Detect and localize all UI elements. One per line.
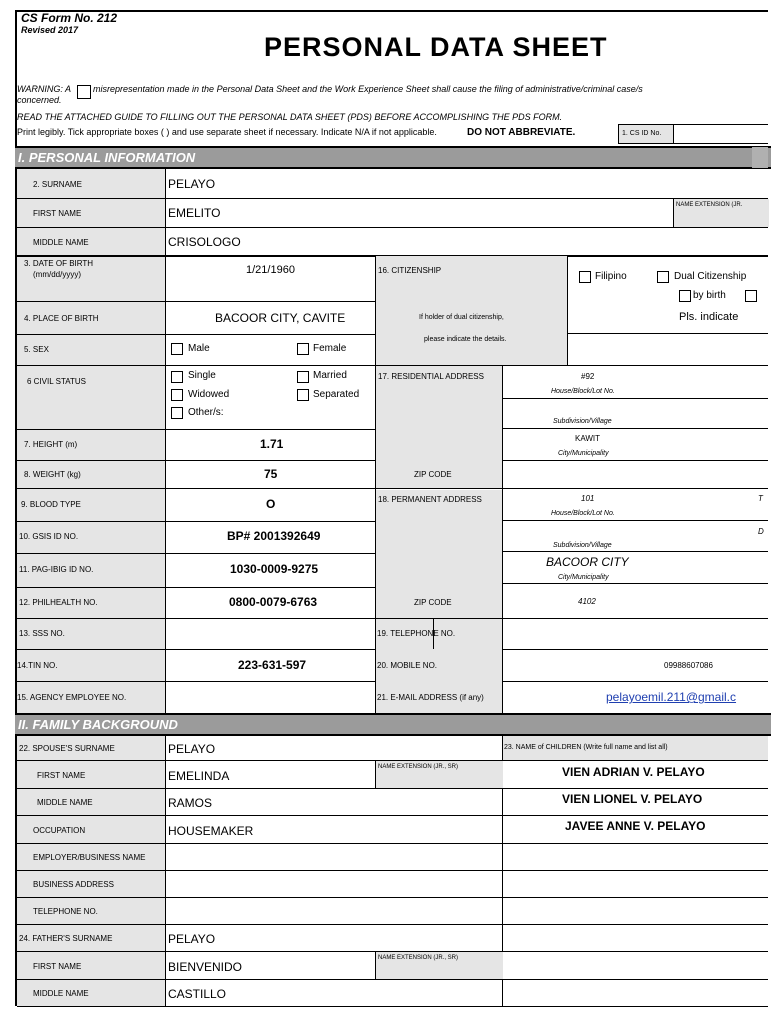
middle-name-value[interactable]: CRISOLOGO (168, 235, 241, 249)
mobile-value[interactable]: 09988607086 (664, 661, 713, 670)
sex-female-checkbox[interactable] (297, 343, 309, 355)
father-first-name-value[interactable]: BIENVENIDO (168, 960, 243, 974)
pls-indicate-label: Pls. indicate (679, 311, 739, 323)
warning-text: misrepresentation made in the Personal Data Sheet and the Work Experience Sheet shall cause the filing of administrative/criminal case/s (93, 84, 643, 94)
blood-type-value[interactable]: O (266, 497, 276, 511)
by-naturalization-checkbox[interactable] (745, 290, 757, 302)
permanent-street-value[interactable]: T (758, 494, 763, 503)
page-title: PERSONAL DATA SHEET (264, 32, 608, 62)
by-birth-label: by birth (693, 290, 726, 301)
warning-prefix: WARNING: A (17, 84, 72, 94)
gsis-value[interactable]: BP# 2001392649 (227, 529, 321, 543)
section-title: II. FAMILY BACKGROUND (18, 717, 178, 732)
first-name-value[interactable]: EMELITO (168, 206, 221, 220)
civil-single-checkbox[interactable] (171, 371, 183, 383)
father-name-extension-cell (375, 952, 503, 979)
permanent-address-label: 18. PERMANENT ADDRESS (378, 495, 482, 504)
dob-value[interactable]: 1/21/1960 (246, 264, 295, 276)
form-revised: Revised 2017 (21, 25, 79, 35)
spouse-telephone-label: TELEPHONE NO. (33, 907, 98, 916)
permanent-subdivision-value[interactable]: D (758, 527, 764, 536)
spouse-name-extension-cell (375, 761, 503, 788)
weight-value[interactable]: 75 (264, 467, 278, 481)
name-extension-label: NAME EXTENSION (JR. (676, 202, 743, 208)
spouse-name-extension-label: NAME EXTENSION (JR., SR) (378, 764, 459, 770)
residential-city-caption: City/Municipality (558, 450, 609, 457)
citizenship-filipino-label: Filipino (595, 271, 627, 282)
no-abbreviate-note: DO NOT ABBREVIATE. (467, 127, 576, 138)
civil-separated-checkbox[interactable] (297, 389, 309, 401)
father-middle-name-label: MIDDLE NAME (33, 989, 89, 998)
permanent-house-value[interactable]: 101 (581, 494, 595, 503)
dual-note-line2: please indicate the details. (424, 336, 507, 343)
height-label: 7. HEIGHT (m) (24, 440, 78, 449)
dual-note-line1: If holder of dual citizenship, (419, 314, 504, 321)
permanent-city-value[interactable]: BACOOR CITY (546, 555, 629, 569)
telephone-label: 19. TELEPHONE NO. (377, 629, 456, 638)
children-label: 23. NAME of CHILDREN (Write full name and list all) (504, 744, 668, 751)
child-name-1[interactable]: VIEN ADRIAN V. PELAYO (562, 765, 705, 779)
citizenship-dual-label: Dual Citizenship (674, 271, 747, 282)
weight-label: 8. WEIGHT (kg) (24, 470, 81, 479)
instructions-read: READ THE ATTACHED GUIDE TO FILLING OUT THE PERSONAL DATA SHEET (PDS) BEFORE ACCOMPLISHING THE PDS FORM. (17, 112, 563, 122)
blood-type-label: 9. BLOOD TYPE (21, 500, 81, 509)
father-surname-value[interactable]: PELAYO (168, 932, 216, 946)
pob-value[interactable]: BACOOR CITY, CAVITE (215, 311, 346, 325)
section-edge (752, 147, 768, 168)
by-birth-checkbox[interactable] (679, 290, 691, 302)
cs-id-label: 1. CS ID No. (622, 130, 662, 137)
name-extension-cell (673, 199, 769, 227)
philhealth-value[interactable]: 0800-0079-6763 (229, 595, 318, 609)
cs-id-label-cell (618, 124, 674, 144)
occupation-label: OCCUPATION (33, 826, 86, 835)
agency-employee-label: 15. AGENCY EMPLOYEE NO. (17, 693, 127, 702)
pob-label: 4. PLACE OF BIRTH (24, 314, 99, 323)
sex-female-label: Female (313, 343, 347, 354)
civil-status-label: 6 CIVIL STATUS (27, 377, 86, 386)
child-name-2[interactable]: VIEN LIONEL V. PELAYO (562, 792, 703, 806)
citizenship-dual-checkbox[interactable] (657, 271, 669, 283)
spouse-surname-value[interactable]: PELAYO (168, 742, 216, 756)
residential-address-label: 17. RESIDENTIAL ADDRESS (378, 372, 484, 381)
father-surname-label: 24. FATHER'S SURNAME (19, 934, 113, 943)
surname-value[interactable]: PELAYO (168, 177, 216, 191)
citizenship-filipino-checkbox[interactable] (579, 271, 591, 283)
civil-married-checkbox[interactable] (297, 371, 309, 383)
top-border (15, 10, 768, 12)
spouse-first-name-value[interactable]: EMELINDA (168, 769, 230, 783)
permanent-zip-value[interactable]: 4102 (578, 597, 596, 606)
residential-city-value[interactable]: KAWIT (575, 434, 601, 443)
civil-married-label: Married (313, 370, 347, 381)
father-first-name-label: FIRST NAME (33, 962, 82, 971)
residential-subdivision-caption: Subdivision/Village (553, 418, 612, 425)
mobile-label: 20. MOBILE NO. (377, 661, 438, 670)
civil-others-checkbox[interactable] (171, 407, 183, 419)
civil-widowed-label: Widowed (188, 389, 230, 400)
philhealth-label: 12. PHILHEALTH NO. (19, 598, 98, 607)
civil-separated-label: Separated (313, 389, 360, 400)
first-name-label: FIRST NAME (33, 209, 82, 218)
spouse-first-name-label: FIRST NAME (37, 771, 86, 780)
employer-label: EMPLOYER/BUSINESS NAME (33, 853, 146, 862)
email-value[interactable]: pelayoemil.211@gmail.c (606, 690, 737, 704)
gsis-label: 10. GSIS ID NO. (19, 532, 79, 541)
warning-text-line2: concerned. (17, 95, 62, 105)
sex-label: 5. SEX (24, 345, 49, 354)
dob-label: 3. DATE OF BIRTH (24, 259, 94, 268)
residential-zip-label: ZIP CODE (414, 470, 452, 479)
section-personal-information (15, 146, 771, 169)
child-name-3[interactable]: JAVEE ANNE V. PELAYO (565, 819, 706, 833)
dob-format: (mm/dd/yyyy) (33, 270, 81, 279)
section-title: I. PERSONAL INFORMATION (18, 150, 196, 165)
form-number: CS Form No. 212 (21, 11, 118, 25)
warning-checkbox[interactable] (77, 85, 91, 99)
height-value[interactable]: 1.71 (260, 437, 284, 451)
business-address-label: BUSINESS ADDRESS (33, 880, 114, 889)
civil-widowed-checkbox[interactable] (171, 389, 183, 401)
spouse-middle-name-value[interactable]: RAMOS (168, 796, 213, 810)
residential-house-caption: House/Block/Lot No. (551, 388, 615, 395)
permanent-house-caption: House/Block/Lot No. (551, 510, 615, 517)
middle-name-label: MIDDLE NAME (33, 238, 89, 247)
cs-id-input[interactable] (674, 124, 768, 144)
citizenship-label: 16. CITIZENSHIP (378, 266, 442, 275)
spouse-surname-label: 22. SPOUSE'S SURNAME (19, 744, 115, 753)
email-label: 21. E-MAIL ADDRESS (if any) (377, 693, 484, 702)
permanent-zip-label: ZIP CODE (414, 598, 452, 607)
tin-label: 14.TIN NO. (17, 661, 58, 670)
spouse-middle-name-label: MIDDLE NAME (37, 798, 93, 807)
instructions-print: Print legibly. Tick appropriate boxes ( ) and use separate sheet if necessary. Indicate N/A if not applicable. (17, 127, 437, 137)
permanent-city-caption: City/Municipality (558, 574, 609, 581)
sss-label: 13. SSS NO. (19, 629, 65, 638)
tin-value[interactable]: 223-631-597 (238, 658, 307, 672)
father-name-extension-label: NAME EXTENSION (JR., SR) (378, 955, 459, 961)
sex-male-label: Male (188, 343, 210, 354)
civil-others-label: Other/s: (188, 407, 224, 418)
father-middle-name-value[interactable]: CASTILLO (168, 987, 227, 1001)
section-family-background (15, 713, 771, 736)
surname-label: 2. SURNAME (33, 180, 82, 189)
residential-house-value[interactable]: #92 (581, 372, 595, 381)
pagibig-label: 11. PAG-IBIG ID NO. (19, 565, 94, 574)
sex-male-checkbox[interactable] (171, 343, 183, 355)
occupation-value[interactable]: HOUSEMAKER (168, 824, 254, 838)
permanent-subdivision-caption: Subdivision/Village (553, 542, 612, 549)
pagibig-value[interactable]: 1030-0009-9275 (230, 562, 319, 576)
civil-single-label: Single (188, 370, 216, 381)
